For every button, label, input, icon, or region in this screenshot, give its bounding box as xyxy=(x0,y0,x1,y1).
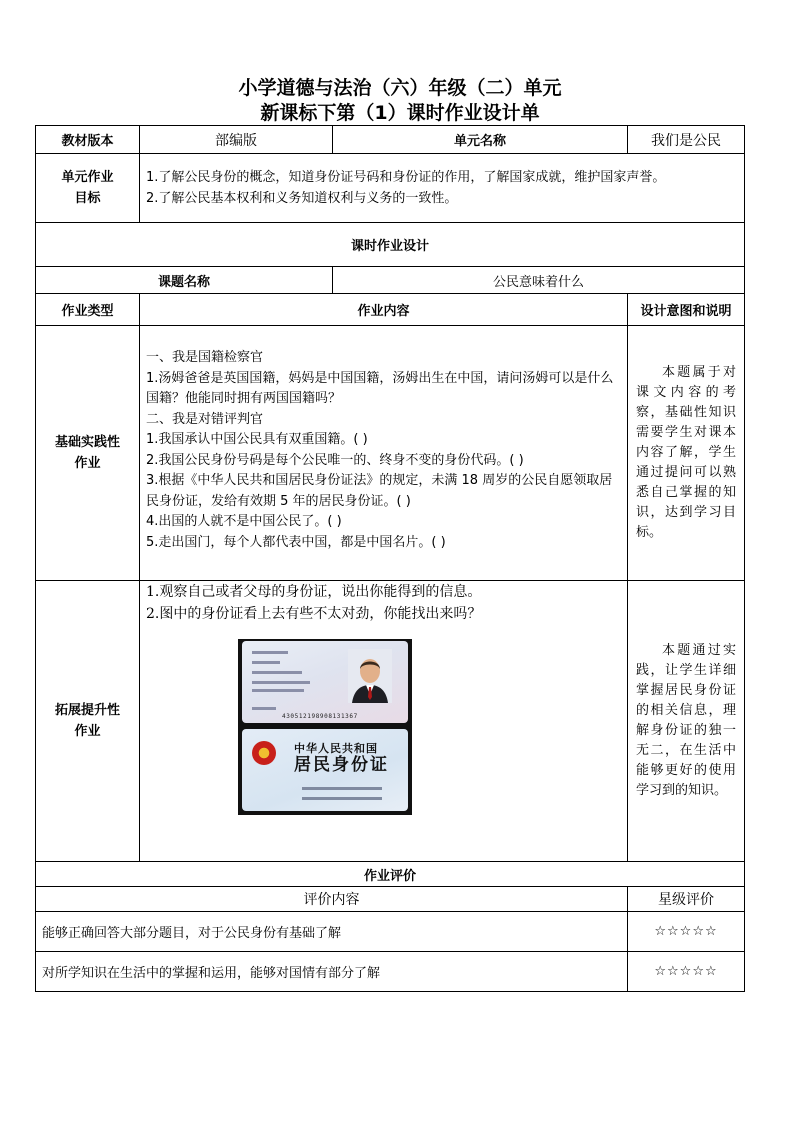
document-title: 小学道德与法治（六）年级（二）单元 xyxy=(238,77,562,99)
question: 3.根据《中华人民共和国居民身份证法》的规定，未满 18 周岁的公民自愿领取居民身份证，发给有效期 5 年的居民身份证。( ) xyxy=(146,473,613,509)
unit-value: 我们是公民 xyxy=(628,126,745,154)
basic-intent: 本题属于对课文内容的考察，基础性知识需要学生对课本内容了解，学生通过提问可以熟悉自己掌握的知识，达到学习目标。 xyxy=(628,326,745,581)
id-card-country: 中华人民共和国 xyxy=(294,742,378,755)
topic-value: 公民意味着什么 xyxy=(333,267,745,294)
question: 5.走出国门，每个人都代表中国，都是中国名片。( ) xyxy=(146,534,446,550)
goal-row xyxy=(36,154,745,223)
section-heading: 二、我是对错评判官 xyxy=(146,411,264,427)
col-type-header: 作业类型 xyxy=(36,294,140,326)
id-card-front xyxy=(242,641,408,723)
portrait-icon xyxy=(348,649,392,703)
id-number: 430512198908131367 xyxy=(282,713,358,720)
question: 2.我国公民身份号码是每个公民唯一的、终身不变的身份代码。( ) xyxy=(146,452,524,468)
extend-intent: 本题通过实践，让学生详细掌握居民身份证的相关信息，理解身份证的独一无二，在生活中能够更好的使用学习到的知识。 xyxy=(628,581,745,862)
national-emblem-icon xyxy=(252,741,276,765)
id-card-image xyxy=(238,639,412,815)
basic-content xyxy=(140,326,628,581)
col-content-header: 作业内容 xyxy=(140,294,628,326)
goal-label: 单元作业 目标 xyxy=(36,154,140,223)
extend-content xyxy=(140,581,628,862)
document-subtitle: 新课标下第（1）课时作业设计单 xyxy=(260,102,540,124)
design-header: 课时作业设计 xyxy=(36,223,745,267)
unit-label: 单元名称 xyxy=(333,126,628,154)
basic-row xyxy=(36,326,745,581)
evaluation-columns-row xyxy=(36,887,745,912)
section-heading: 一、我是国籍检察官 xyxy=(146,350,264,365)
goal-text: 1.了解公民身份的概念，知道身份证号码和身份证的作用，了解国家成就，维护国家声誉。 2.了解公民基本权利和义务知道权利与义务的一致性。 xyxy=(140,154,745,223)
star-rating[interactable]: ☆☆☆☆☆ xyxy=(628,952,745,992)
evaluation-content-header: 评价内容 xyxy=(36,887,628,912)
question: 2.图中的身份证看上去有些不太对劲，你能找出来吗？ xyxy=(146,606,482,622)
basic-label: 基础实践性 作业 xyxy=(36,326,140,581)
question: 1.我国承认中国公民具有双重国籍。( ) xyxy=(146,432,368,447)
evaluation-row xyxy=(36,912,745,952)
evaluation-criterion: 对所学知识在生活中的掌握和运用，能够对国情有部分了解 xyxy=(36,952,628,992)
topic-label: 课题名称 xyxy=(36,267,333,294)
topic-row xyxy=(36,267,745,294)
question: 1.汤姆爸爸是英国国籍，妈妈是中国国籍，汤姆出生在中国，请问汤姆可以是什么国籍？他能同时拥有两国国籍吗？ xyxy=(146,370,614,406)
extend-row xyxy=(36,581,745,862)
star-rating[interactable]: ☆☆☆☆☆ xyxy=(628,912,745,952)
id-card-back xyxy=(242,729,408,811)
evaluation-row xyxy=(36,952,745,992)
column-header-row xyxy=(36,294,745,326)
evaluation-header-row xyxy=(36,862,745,887)
edition-label: 教材版本 xyxy=(36,126,140,154)
assignment-table xyxy=(35,125,745,992)
design-header-row xyxy=(36,223,745,267)
question: 4.出国的人就不是中国公民了。( ) xyxy=(146,514,342,529)
extend-label: 拓展提升性 作业 xyxy=(36,581,140,862)
evaluation-rating-header: 星级评价 xyxy=(628,887,745,912)
evaluation-criterion: 能够正确回答大部分题目，对于公民身份有基础了解 xyxy=(36,912,628,952)
info-row xyxy=(36,126,745,154)
col-intent-header: 设计意图和说明 xyxy=(628,294,745,326)
id-card-title: 居民身份证 xyxy=(294,755,389,775)
edition-value: 部编版 xyxy=(140,126,333,154)
question: 1.观察自己或者父母的身份证，说出你能得到的信息。 xyxy=(146,584,482,600)
evaluation-header: 作业评价 xyxy=(36,862,745,887)
